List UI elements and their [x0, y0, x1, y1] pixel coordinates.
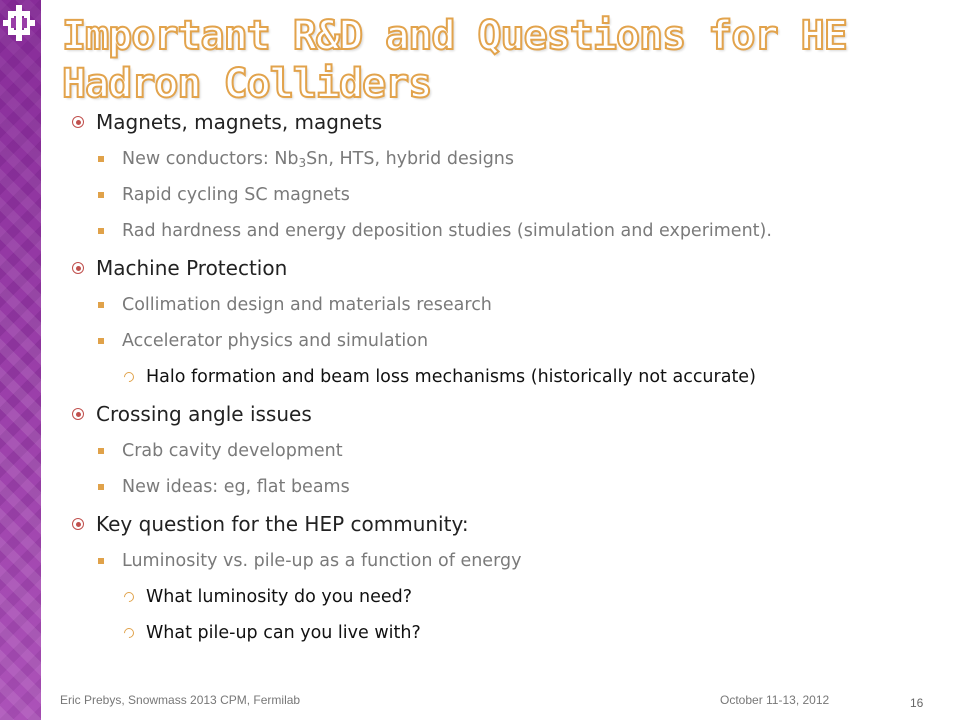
- square-bullet-icon: [98, 156, 104, 162]
- square-bullet-icon: [98, 484, 104, 490]
- bullet-machine-protection: [72, 256, 942, 280]
- sub-bullet-rapid-cycling: [72, 184, 942, 206]
- bullet-text: What pile-up can you live with?: [146, 623, 421, 643]
- bullet-text: Machine Protection: [96, 256, 288, 280]
- bullet-text: Rad hardness and energy deposition studies (simulation and experiment).: [122, 221, 772, 241]
- square-bullet-icon: [98, 338, 104, 344]
- bullet-text: Halo formation and beam loss mechanisms (historically not accurate): [146, 367, 756, 387]
- footer-author: Eric Prebys, Snowmass 2013 CPM, Fermilab: [60, 693, 301, 707]
- circle-dot-bullet-icon: [72, 408, 84, 420]
- bullet-text: Luminosity vs. pile-up as a function of energy: [122, 551, 522, 571]
- sidebar-decoration: [0, 0, 41, 720]
- bullet-text: Accelerator physics and simulation: [122, 331, 429, 351]
- square-bullet-icon: [98, 448, 104, 454]
- sub-sub-bullet-halo: [72, 366, 942, 388]
- page-number: 16: [910, 696, 924, 710]
- square-bullet-icon: [98, 302, 104, 308]
- square-bullet-icon: [98, 558, 104, 564]
- square-bullet-icon: [98, 192, 104, 198]
- circle-dot-bullet-icon: [72, 518, 84, 530]
- bullet-magnets: [72, 110, 942, 134]
- open-circle-bullet-icon: [122, 370, 136, 384]
- sub-bullet-rad-hardness: [72, 220, 942, 242]
- footer-date: October 11-13, 2012: [720, 693, 830, 707]
- sub-bullet-conductors: [72, 148, 942, 170]
- sub-bullet-collimation: [72, 294, 942, 316]
- slide-title: Important R&D and Questions for HE Hadron Colliders: [62, 13, 847, 107]
- bullet-text: New conductors: $Nb_3Sn$, HTS, hybrid designs: [122, 149, 515, 170]
- bullet-text: What luminosity do you need?: [146, 587, 413, 607]
- bullet-text: Collimation design and materials research: [122, 295, 492, 315]
- bullet-text: Magnets, magnets, magnets: [96, 110, 383, 134]
- bullet-crossing-angle: [72, 402, 942, 426]
- bullet-text: Crab cavity development: [122, 441, 343, 461]
- open-circle-bullet-icon: [122, 626, 136, 640]
- fermilab-logo-icon: [2, 4, 36, 42]
- sub-sub-bullet-pile-up: [72, 622, 942, 644]
- slide-content: [72, 110, 942, 658]
- sub-bullet-new-ideas: [72, 476, 942, 498]
- circle-dot-bullet-icon: [72, 262, 84, 274]
- bullet-text: Key question for the HEP community:: [96, 512, 469, 536]
- sub-sub-bullet-luminosity-need: [72, 586, 942, 608]
- bullet-text: New ideas: eg, flat beams: [122, 477, 350, 497]
- sub-bullet-luminosity: [72, 550, 942, 572]
- sub-bullet-accelerator-physics: [72, 330, 942, 352]
- bullet-key-question: [72, 512, 942, 536]
- circle-dot-bullet-icon: [72, 116, 84, 128]
- bullet-text: Crossing angle issues: [96, 402, 312, 426]
- sub-bullet-crab-cavity: [72, 440, 942, 462]
- bullet-text: Rapid cycling SC magnets: [122, 185, 350, 205]
- square-bullet-icon: [98, 228, 104, 234]
- open-circle-bullet-icon: [122, 590, 136, 604]
